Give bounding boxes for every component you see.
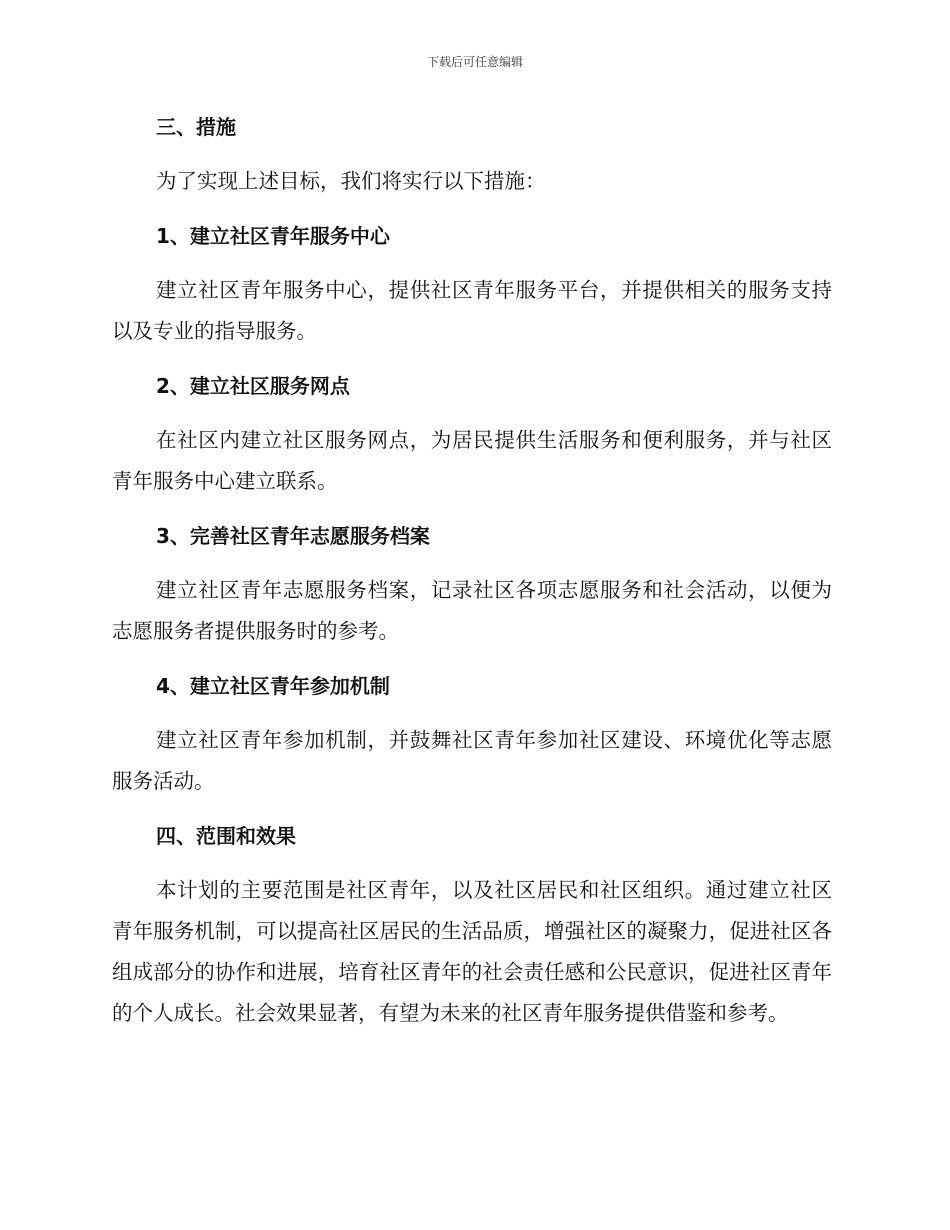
measures-intro-paragraph: 为了实现上述目标，我们将实行以下措施：	[156, 169, 546, 193]
section-heading-scope-effects: 四、范围和效果	[156, 824, 296, 848]
page-header: 下载后可任意编辑	[426, 55, 523, 69]
measure-2-paragraph: 在社区内建立社区服务网点，为居民提供生活服务和便利服务，并与社区青年服务中心建立联系。	[112, 428, 832, 493]
measure-3-heading: 3、完善社区青年志愿服务档案	[156, 524, 430, 548]
scope-effects-paragraph: 本计划的主要范围是社区青年，以及社区居民和社区组织。通过建立社区青年服务机制，可以提高社区居民的生活品质，增强社区的凝聚力，促进社区各组成部分的协作和进展，培育社区青年的社会责任感和公民意识，促进社区青年的个人成长。社会效果显著，有望为未来的社区青年服务提供借鉴和参考。	[112, 878, 832, 1025]
measure-2-heading: 2、建立社区服务网点	[156, 374, 350, 398]
section-heading-measures: 三、措施	[156, 115, 236, 139]
measure-1-heading: 1、建立社区青年服务中心	[156, 224, 390, 248]
measure-4-paragraph: 建立社区青年参加机制，并鼓舞社区青年参加社区建设、环境优化等志愿服务活动。	[112, 728, 832, 793]
measure-4-heading: 4、建立社区青年参加机制	[156, 674, 390, 698]
measure-3-paragraph: 建立社区青年志愿服务档案，记录社区各项志愿服务和社会活动，以便为志愿服务者提供服务时的参考。	[112, 578, 832, 643]
measure-1-paragraph: 建立社区青年服务中心，提供社区青年服务平台，并提供相关的服务支持以及专业的指导服务。	[112, 278, 832, 343]
document-body	[112, 107, 832, 1034]
